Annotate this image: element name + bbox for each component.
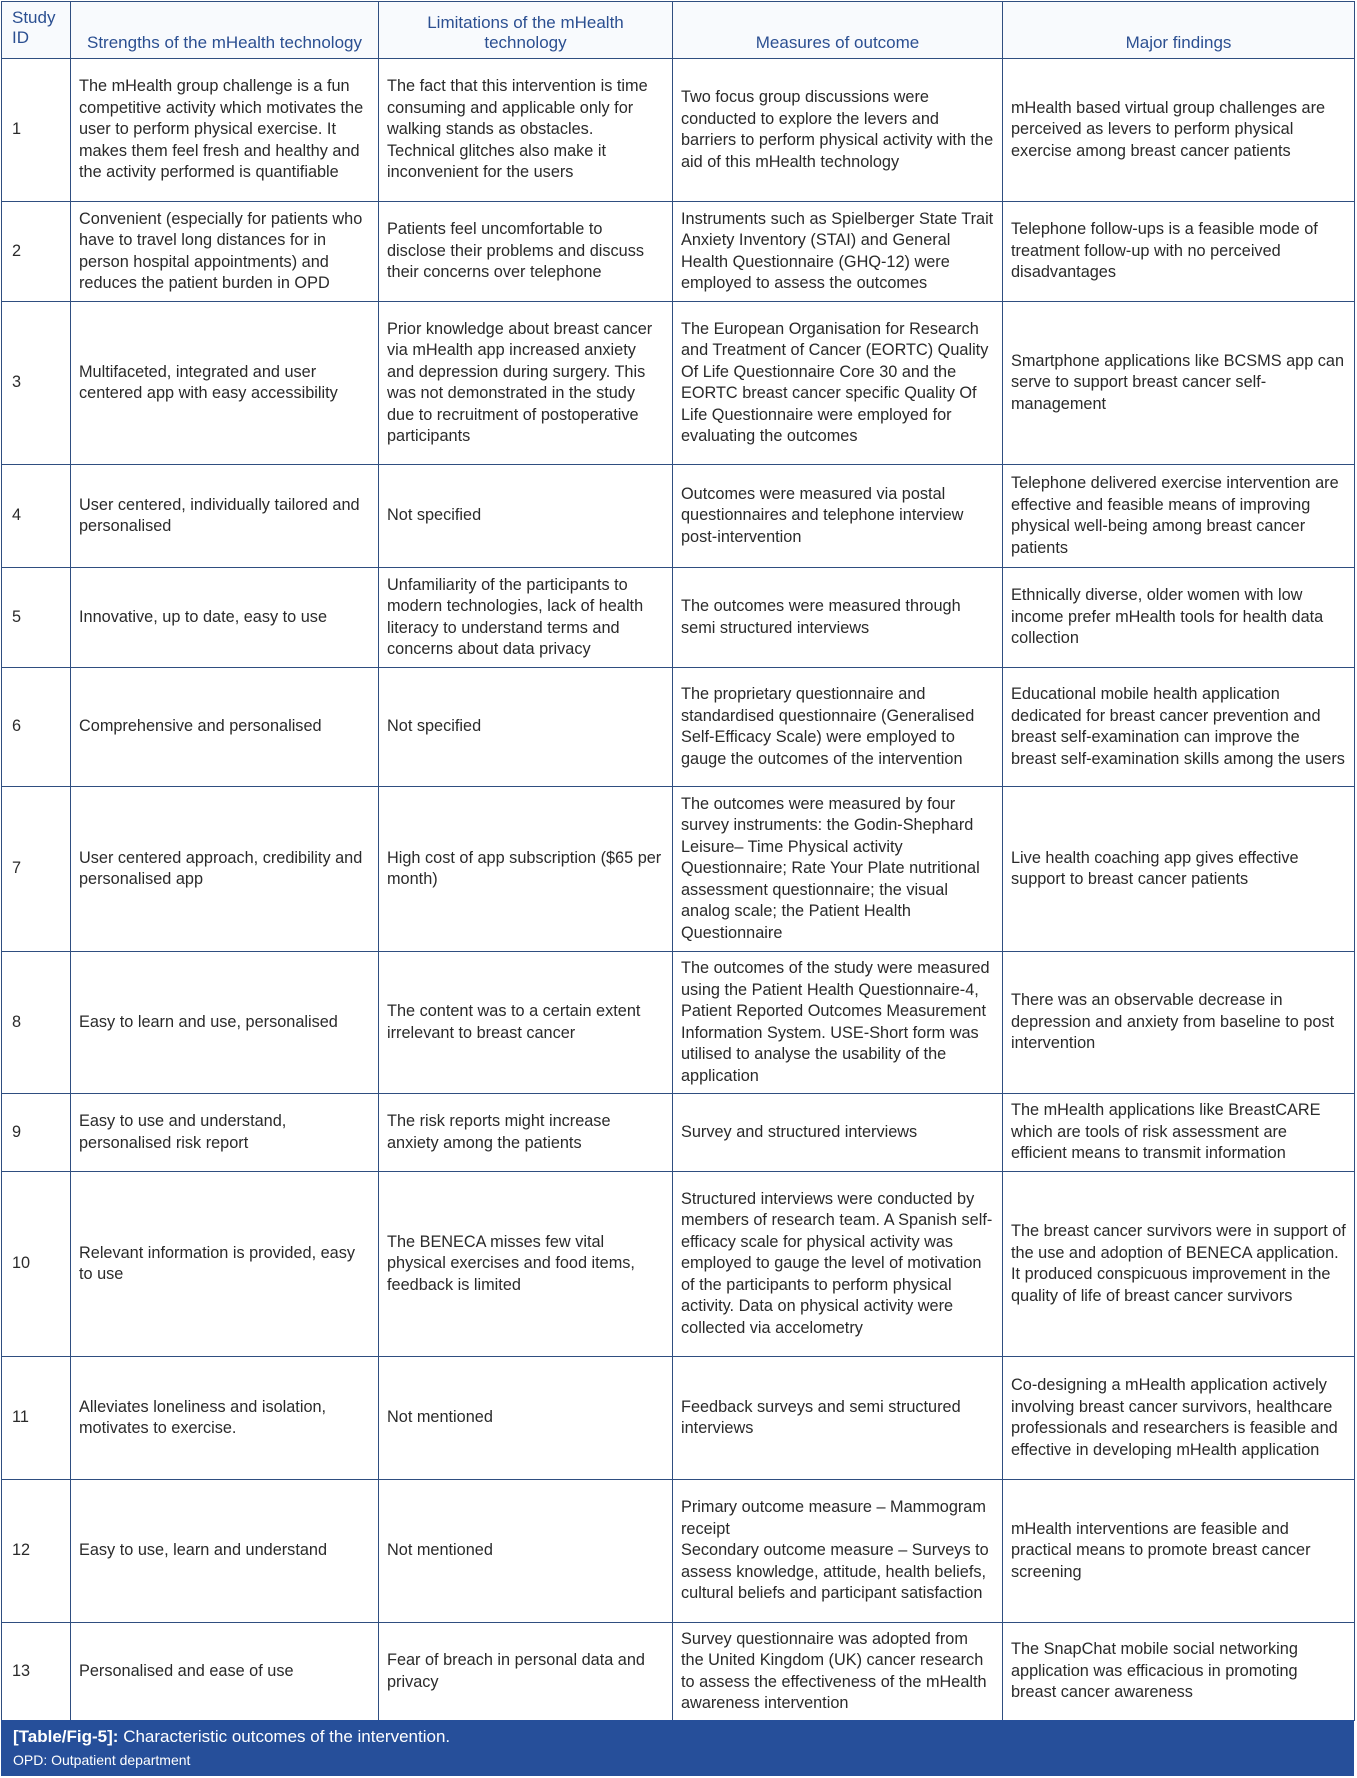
table-row (2, 787, 1355, 952)
limitations-cell: Patients feel uncomfortable to disclose their problems and discuss their concerns over telephone (379, 202, 673, 302)
strengths-cell: Easy to learn and use, personalised (71, 952, 379, 1094)
findings-cell: Live health coaching app gives effective support to breast cancer patients (1003, 787, 1355, 952)
limitations-cell: Not mentioned (379, 1480, 673, 1623)
measures-cell: Survey questionnaire was adopted from the United Kingdom (UK) cancer research to assess the effectiveness of the mHealth awareness intervention (673, 1623, 1003, 1721)
findings-cell: mHealth based virtual group challenges are perceived as levers to perform physical exercise among breast cancer patients (1003, 59, 1355, 202)
header-row (2, 2, 1355, 59)
strengths-cell: Comprehensive and personalised (71, 668, 379, 787)
strengths-cell: Convenient (especially for patients who have to travel long distances for in person hospital appointments) and reduces the patient burden in OPD (71, 202, 379, 302)
measures-cell: Two focus group discussions were conducted to explore the levers and barriers to perform physical activity with the aid of this mHealth technology (673, 59, 1003, 202)
findings-cell: The SnapChat mobile social networking application was efficacious in promoting breast cancer awareness (1003, 1623, 1355, 1721)
header-limitations: Limitations of the mHealth technology (379, 2, 673, 59)
study-id: 5 (2, 568, 71, 668)
findings-cell: Smartphone applications like BCSMS app can serve to support breast cancer self-management (1003, 302, 1355, 465)
findings-cell: Educational mobile health application dedicated for breast cancer prevention and breast self-examination can improve the breast self-examination skills among the users (1003, 668, 1355, 787)
study-id: 2 (2, 202, 71, 302)
study-id: 8 (2, 952, 71, 1094)
limitations-cell: The fact that this intervention is time consuming and applicable only for walking stands as obstacles. Technical glitches also make it inconvenient for the users (379, 59, 673, 202)
measures-cell (673, 1480, 1003, 1623)
findings-cell: The mHealth applications like BreastCARE which are tools of risk assessment are efficient means to transmit information (1003, 1094, 1355, 1172)
limitations-cell: Not specified (379, 668, 673, 787)
measures-cell: Feedback surveys and semi structured interviews (673, 1357, 1003, 1480)
table-row (2, 952, 1355, 1094)
caption-text: Characteristic outcomes of the intervention. (123, 1727, 451, 1746)
table-row (2, 1480, 1355, 1623)
limitations-cell: Not mentioned (379, 1357, 673, 1480)
strengths-cell: Personalised and ease of use (71, 1623, 379, 1721)
strengths-cell: Easy to use and understand, personalised risk report (71, 1094, 379, 1172)
study-id: 13 (2, 1623, 71, 1721)
findings-cell: mHealth interventions are feasible and practical means to promote breast cancer screening (1003, 1480, 1355, 1623)
strengths-cell: User centered, individually tailored and personalised (71, 465, 379, 568)
strengths-cell: Innovative, up to date, easy to use (71, 568, 379, 668)
caption-footnote: OPD: Outpatient department (13, 1752, 191, 1768)
measures-cell: Structured interviews were conducted by members of research team. A Spanish self-efficacy scale for physical activity was employed to gauge the level of motivation of the participants to perform physical activity. Data on physical activity were collected via accelometry (673, 1172, 1003, 1357)
measures-cell: The proprietary questionnaire and standardised questionnaire (Generalised Self-Efficacy Scale) were employed to gauge the outcomes of the intervention (673, 668, 1003, 787)
findings-cell: Telephone follow-ups is a feasible mode of treatment follow-up with no perceived disadvantages (1003, 202, 1355, 302)
study-id: 12 (2, 1480, 71, 1623)
measures-cell: The outcomes of the study were measured using the Patient Health Questionnaire-4, Patient Reported Outcomes Measurement Information System. USE-Short form was utilised to analyse the usability of the application (673, 952, 1003, 1094)
table-row (2, 465, 1355, 568)
limitations-cell: The BENECA misses few vital physical exercises and food items, feedback is limited (379, 1172, 673, 1357)
header-findings: Major findings (1003, 2, 1355, 59)
header-measures: Measures of outcome (673, 2, 1003, 59)
measures-cell: The outcomes were measured by four survey instruments: the Godin-Shephard Leisure– Time Physical activity Questionnaire; Rate Your Plate nutritional assessment questionnaire; the visual analog scale; the Patient Health Questionnaire (673, 787, 1003, 952)
table-row (2, 1172, 1355, 1357)
study-id: 9 (2, 1094, 71, 1172)
findings-cell: The breast cancer survivors were in support of the use and adoption of BENECA application. It produced conspicuous improvement in the quality of life of breast cancer survivors (1003, 1172, 1355, 1357)
study-id: 7 (2, 787, 71, 952)
table-caption (1, 1720, 1354, 1776)
table-row (2, 59, 1355, 202)
findings-cell: Telephone delivered exercise intervention are effective and feasible means of improving physical well-being among breast cancer patients (1003, 465, 1355, 568)
limitations-cell: Prior knowledge about breast cancer via mHealth app increased anxiety and depression during surgery. This was not demonstrated in the study due to recruitment of postoperative participants (379, 302, 673, 465)
measures-cell: The outcomes were measured through semi structured interviews (673, 568, 1003, 668)
limitations-cell: Fear of breach in personal data and privacy (379, 1623, 673, 1721)
strengths-cell: Relevant information is provided, easy to use (71, 1172, 379, 1357)
findings-cell: There was an observable decrease in depression and anxiety from baseline to post intervention (1003, 952, 1355, 1094)
measures-secondary: Secondary outcome measure – Surveys to assess knowledge, attitude, health beliefs, cultural beliefs and participant satisfaction (681, 1541, 989, 1603)
table-row (2, 668, 1355, 787)
strengths-cell: Multifaceted, integrated and user centered app with easy accessibility (71, 302, 379, 465)
table-row (2, 1094, 1355, 1172)
limitations-cell: High cost of app subscription ($65 per month) (379, 787, 673, 952)
measures-cell: Instruments such as Spielberger State Trait Anxiety Inventory (STAI) and General Health Questionnaire (GHQ-12) were employed to assess the outcomes (673, 202, 1003, 302)
study-id: 3 (2, 302, 71, 465)
measures-cell: Outcomes were measured via postal questionnaires and telephone interview post-intervention (673, 465, 1003, 568)
outcomes-table (1, 1, 1355, 1721)
study-id: 6 (2, 668, 71, 787)
limitations-cell: The risk reports might increase anxiety among the patients (379, 1094, 673, 1172)
strengths-cell: Easy to use, learn and understand (71, 1480, 379, 1623)
caption-label: [Table/Fig-5]: (13, 1727, 119, 1746)
limitations-cell: The content was to a certain extent irrelevant to breast cancer (379, 952, 673, 1094)
table-row (2, 1623, 1355, 1721)
table-row (2, 202, 1355, 302)
caption-title (13, 1726, 1344, 1748)
header-study-id: Study ID (2, 2, 71, 59)
findings-cell: Ethnically diverse, older women with low income prefer mHealth tools for health data collection (1003, 568, 1355, 668)
study-id: 4 (2, 465, 71, 568)
limitations-cell: Unfamiliarity of the participants to modern technologies, lack of health literacy to understand terms and concerns about data privacy (379, 568, 673, 668)
limitations-cell: Not specified (379, 465, 673, 568)
measures-cell: Survey and structured interviews (673, 1094, 1003, 1172)
study-id: 1 (2, 59, 71, 202)
study-id: 10 (2, 1172, 71, 1357)
strengths-cell: Alleviates loneliness and isolation, motivates to exercise. (71, 1357, 379, 1480)
measures-cell: The European Organisation for Research and Treatment of Cancer (EORTC) Quality Of Life Questionnaire Core 30 and the EORTC breast cancer specific Quality Of Life Questionnaire were employed for evaluating the outcomes (673, 302, 1003, 465)
findings-cell: Co-designing a mHealth application actively involving breast cancer survivors, healthcare professionals and researchers is feasible and effective in developing mHealth application (1003, 1357, 1355, 1480)
table-row (2, 302, 1355, 465)
measures-primary: Primary outcome measure – Mammogram receipt (681, 1498, 986, 1538)
strengths-cell: User centered approach, credibility and personalised app (71, 787, 379, 952)
strengths-cell: The mHealth group challenge is a fun competitive activity which motivates the user to perform physical exercise. It makes them feel fresh and healthy and the activity performed is quantifiable (71, 59, 379, 202)
header-strengths: Strengths of the mHealth technology (71, 2, 379, 59)
table-row (2, 1357, 1355, 1480)
study-id: 11 (2, 1357, 71, 1480)
table-row (2, 568, 1355, 668)
